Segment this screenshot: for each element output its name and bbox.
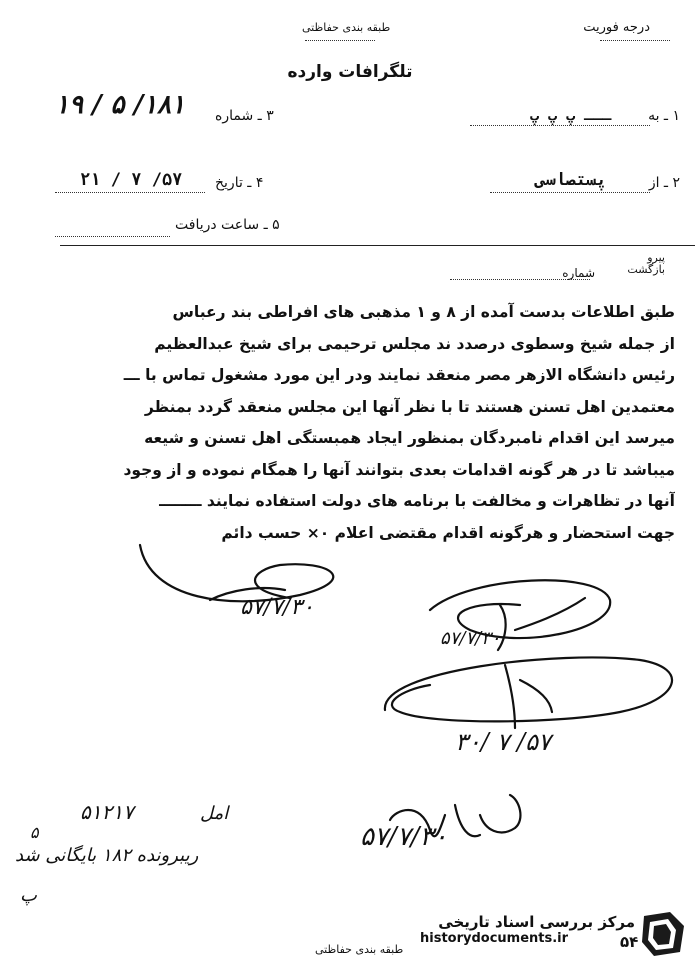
signature-1 [140,545,333,601]
reference-line1: پیرو [647,251,665,264]
archive-logo-icon [640,910,686,958]
handwritten-note-mark: ۵ [30,823,39,842]
footer-classification: طبقه بندی حفاظتی [315,943,404,956]
received-label: ۵ ـ ساعت دریافت [175,217,280,233]
reference-number-label: شماره [562,266,595,280]
body-line: از جمله شیخ وسطوی درصدد ند مجلس ترحیمی برای شیخ عبدالعظیم [154,334,675,353]
reference-dots [450,279,590,280]
header-divider [60,245,695,246]
to-value: ـــ پ پ پ [530,106,612,124]
body-line: میرسد این اقدام نامبردگان بمنظور ایجاد همبستگی اهل تسنن و شیعه [144,429,675,447]
from-label: ۲ ـ از [648,175,680,191]
priority-dots [600,40,670,41]
watermark-name: مرکز بررسی اسناد تاریخی [438,913,635,931]
handwritten-note-prefix: امل [200,803,229,824]
body-line: جهت استحضار و هرگونه اقدام مقتضی اعلام ۰× حسب دائم [221,523,675,542]
document-title: تلگرافات وارده [287,62,413,82]
message-body [35,297,675,549]
reference-block [627,252,665,276]
number-label: ۳ ـ شماره [215,108,274,124]
received-dots [55,236,170,237]
signature-3 [385,657,672,721]
priority-label: درجه فوریت [583,20,650,35]
body-line: آنها در تظاهرات و مخالفت با برنامه های دولت استفاده نمایند ــــــــ [159,492,675,510]
reference-line2: بازگشت [627,263,665,276]
handwritten-note-number: ۵۱۲۱۷ [80,800,134,824]
date-dots [55,192,205,193]
handwritten-note-line2: ریبرونده ۱۸۲ بایگانی شد [15,845,199,866]
handwritten-date-2: ۵۷/۷/۳۰ [440,628,501,649]
watermark-url: historydocuments.ir [420,931,569,946]
handwritten-date-4: ۵۷/۷/۳۰ [360,822,448,852]
from-dots [490,192,650,193]
to-label: ۱ ـ به [648,108,680,124]
body-line: میباشد تا در هر گونه اقدامات بعدی بتوانند آنها را همگام نموده و از وجود [123,460,675,479]
handwritten-date-1: ۵۷/۷/۳۰ [240,595,314,620]
date-value: ۵۷/ ۷ / ۲۱ [80,170,183,190]
to-dots [470,125,650,126]
page-number: ۵۴ [620,933,639,951]
body-line: طبق اطلاعات بدست آمده از ۸ و ۱ مذهبی های افراطی بند رعباس [172,303,675,321]
from-value: پستصاسی [535,170,607,190]
signature-4 [480,795,520,832]
body-line: رئیس دانشگاه الازهر مصر منعقد نمایند ودر این مورد مشغول تماس با ـــ [123,366,675,384]
handwritten-note-line3: پ [20,885,37,906]
classification-label: طبقه بندی حفاظتی [302,21,391,34]
handwritten-date-3: ۵۷/ ۷ /۳۰ [455,728,551,756]
classification-dots [305,40,375,41]
body-line: معتمدین اهل تسنن هستند تا با نظر آنها این مجلس منعقد گردد بمنظر [144,397,675,416]
date-label: ۴ ـ تاریخ [215,175,264,191]
number-value: ۱۸۱/ ۵ / ۱۹ [55,90,185,120]
watermark [420,913,635,946]
